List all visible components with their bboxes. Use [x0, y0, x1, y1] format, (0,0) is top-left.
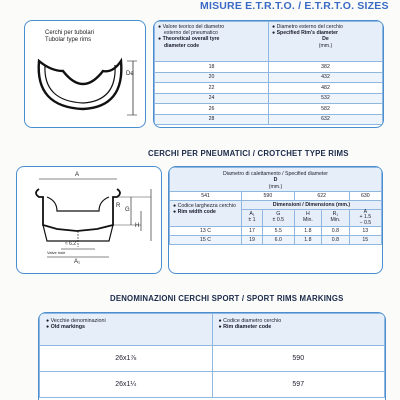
- etrto-sizes-table: [154, 21, 383, 125]
- table-row: 28 632: [155, 114, 383, 125]
- crotchet-rims-table: Diametro di calettamento / Specified diameter D (mm.) 541 590 622 630 ● Codice larghezza cerchio ● Rim width code Dimensioni / Dimensions (mm.) A₁ ± 1 G ± 0.5 H Min. R₁ Min. A + 1.5 − 0.5 13 C 17 5.5 1.8 0.8 13 15 C 19 6.0 1.8 0.8 15: [169, 167, 382, 245]
- table-row: 24 532: [155, 93, 383, 104]
- label-a: A: [75, 172, 80, 178]
- de-label: De: [126, 71, 134, 77]
- table-row: 15 C 19 6.0 1.8 0.8 15: [170, 235, 382, 244]
- etrto-header-right: ● Diametro esterno del cerchio ● Specified Rim's diameter De (mm.): [269, 22, 383, 62]
- section-title-crotchet: CERCHI PER PNEUMATICI / CROTCHET TYPE RIMS: [148, 149, 349, 158]
- table-row: 13 C 17 5.5 1.8 0.8 13: [170, 227, 382, 236]
- table-row: 26x1⅞ 590: [40, 346, 385, 372]
- label-h: H: [135, 223, 140, 229]
- sport-rims-table-panel: [38, 312, 386, 400]
- table-row: 22 482: [155, 83, 383, 94]
- crotchet-rim-diagram-panel: [16, 166, 162, 274]
- rim-diameter-code-header: ● Codice diametro cerchio ● Rim diameter code: [212, 314, 385, 346]
- table-row: 26x1¼ 597: [40, 372, 385, 398]
- table-row: 18 382: [155, 62, 383, 73]
- dimensions-header: Dimensioni / Dimensions (mm.): [242, 200, 382, 209]
- sport-rims-table: [39, 313, 385, 398]
- crotchet-rim-drawing: [17, 167, 162, 274]
- label-valve-hole: Valve hole: [47, 250, 66, 255]
- specified-diameter-header: Diametro di calettamento / Specified diameter D (mm.): [170, 168, 382, 192]
- etrto-table-panel: [153, 20, 384, 128]
- table-row: 541 590 622 630: [170, 192, 382, 201]
- etrto-header-left: ● Valore teorico del diametro esterno del pneumatico ● Theoretical overall tyre diameter code: [155, 22, 269, 62]
- label-g: G: [125, 207, 130, 213]
- label-a1: A₁: [74, 259, 81, 265]
- section-title-etrto: MISURE E.T.R.T.O. / E.T.R.T.O. SIZES: [200, 0, 389, 12]
- diagram-caption-it: Cerchi per tubolari: [45, 30, 95, 36]
- table-row: 20 432: [155, 72, 383, 83]
- tubular-rim-diagram-panel: [24, 20, 146, 128]
- label-6-2: ≈ 6.2: [65, 241, 77, 247]
- label-r: R: [116, 203, 121, 209]
- crotchet-table-panel: [168, 166, 383, 274]
- old-markings-header: ● Vecchie denominazioni ● Old markings: [40, 314, 213, 346]
- section-title-sport-rims: DENOMINAZIONI CERCHI SPORT / SPORT RIMS MARKINGS: [110, 294, 344, 303]
- rim-width-code-header: ● Codice larghezza cerchio ● Rim width code: [170, 200, 242, 226]
- table-row: 26 582: [155, 104, 383, 115]
- diagram-caption-en: Tubolar type rims: [45, 37, 92, 43]
